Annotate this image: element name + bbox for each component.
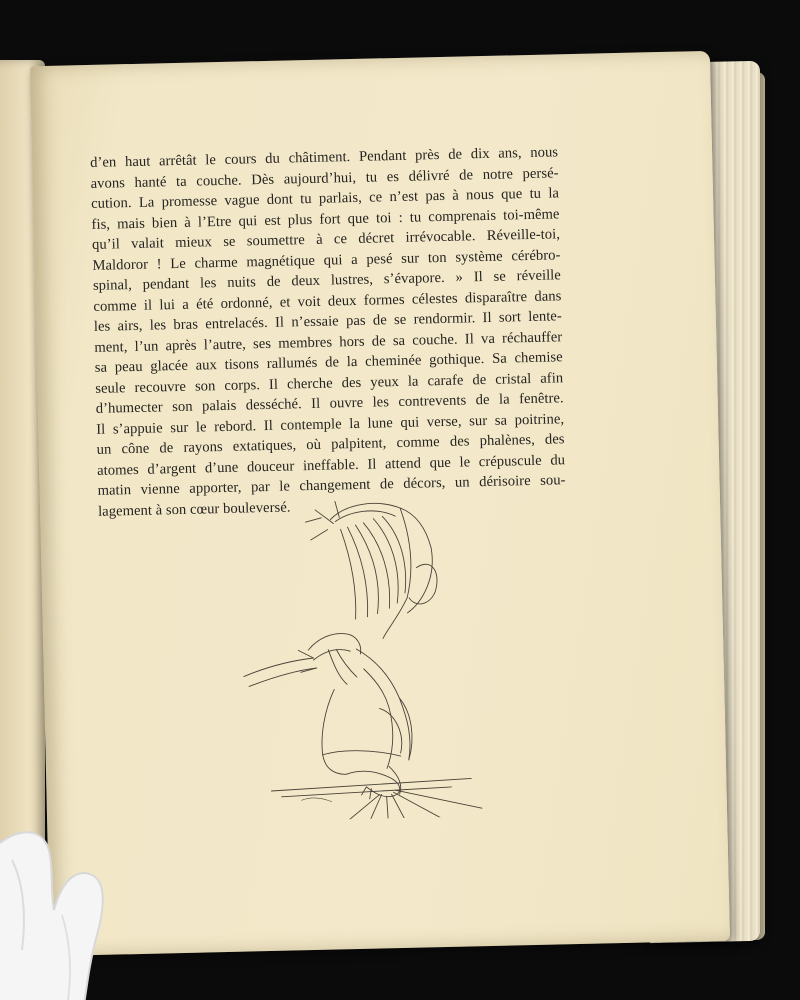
text-line: spinal, pendant les nuits de deux lustres, s’évapore. » Il se réveille: [92, 267, 562, 294]
text-line: avons hanté ta couche. Dès aujourd’hui, tu es délivré de notre persé-: [90, 164, 559, 192]
text-line: Maldoror ! Le charme magnétique qui a pesé sur ton système cérébro-: [92, 246, 561, 274]
text-line: qu’il valait mieux se soumettre à ce décret irrévocable. Réveille-toi,: [91, 226, 561, 253]
book-page: [30, 51, 730, 956]
text-line: sa peau glacée aux tisons rallumés de la cheminée gothique. Sa chemise: [94, 349, 563, 376]
etching-illustration: [235, 496, 492, 822]
text-line: seule recouvre son corps. Il cherche des yeux la carafe de cristal afin: [95, 369, 564, 397]
text-line: un cône de rayons extatiques, où palpitent, comme des phalènes, des: [96, 431, 565, 458]
text-line: cution. La promesse vague dont tu parlais, ce n’est pas à nous que tu la: [90, 185, 560, 212]
page-text: [90, 142, 566, 522]
text-line: lagement à son cœur bouleversé.: [97, 498, 291, 520]
text-line: atomes d’argent d’une douceur ineffable. Il attend que le crépuscule du: [96, 451, 566, 479]
text-line: Il s’appuie sur le rebord. Il contemple la lune qui verse, sur sa poitrine,: [96, 410, 565, 438]
text-line: d’en haut arrêtât le cours du châtiment. Pendant près de dix ans, nous: [90, 144, 559, 171]
text-line: d’humecter son palais desséché. Il ouvre les contrevents de la fenêtre.: [95, 390, 564, 417]
text-line: ment, l’un après l’autre, ses membres hors de sa couche. Il va réchauffer: [94, 328, 563, 356]
text-line: les airs, les bras entrelacés. Il n’essaie pas de se rendormir. Il sort lente-: [93, 308, 562, 335]
text-line: matin vienne apporter, par le changement de décors, un dérisoire sou-: [97, 472, 566, 499]
white-glove-hand: [0, 820, 122, 1000]
text-line: fis, mais bien à l’Etre qui est plus fort que toi : tu comprenais toi-même: [91, 205, 560, 233]
text-line: comme il lui a été ordonné, et voit deux formes célestes disparaître dans: [93, 287, 562, 315]
